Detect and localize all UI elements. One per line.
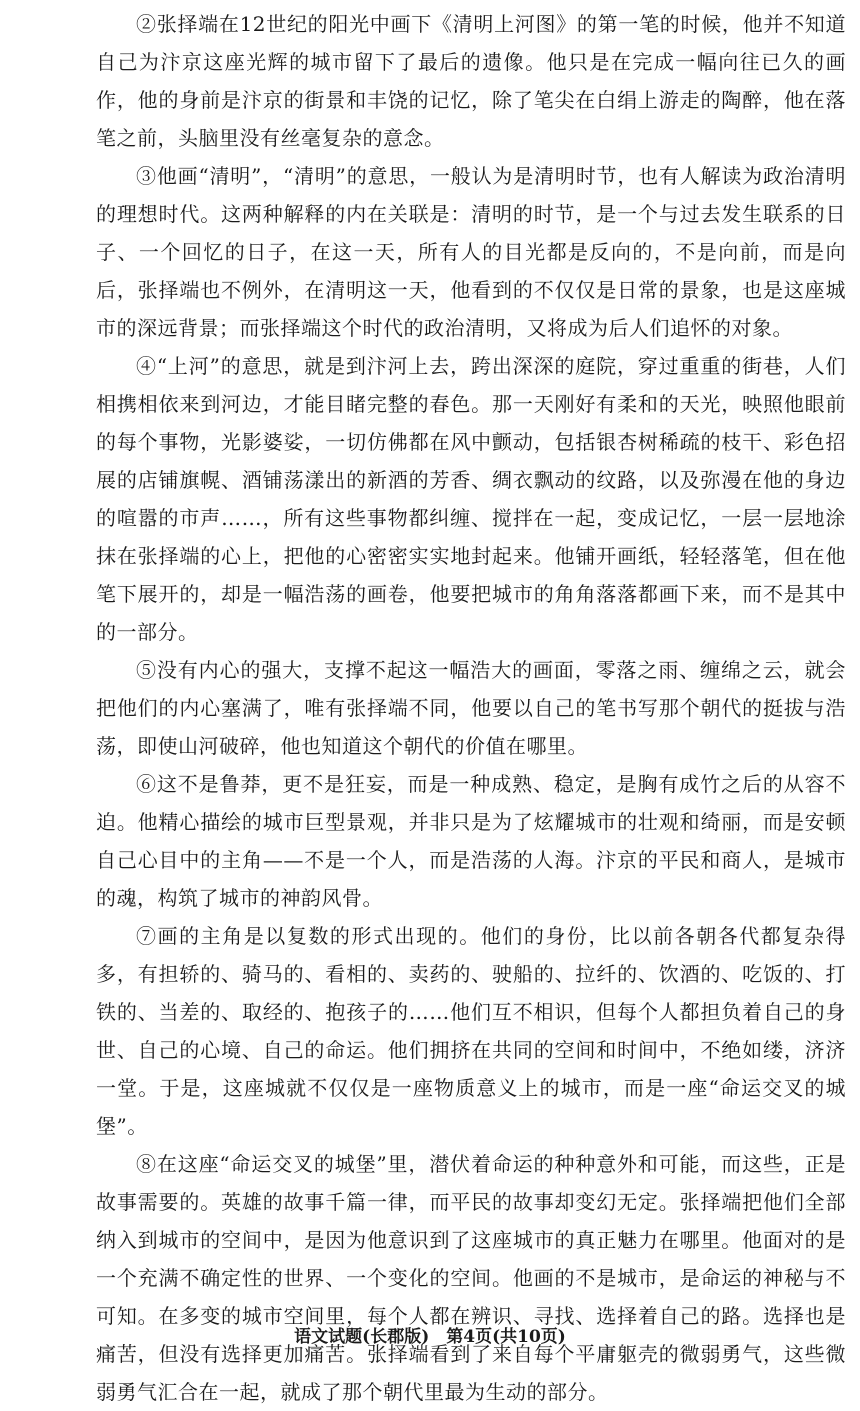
paragraph-2: ②张择端在12世纪的阳光中画下《清明上河图》的第一笔的时候，他并不知道自己为汴京这座光辉的城市留下了最后的遗像。他只是在完成一幅向往已久的画作，他的身前是汴京的街景和丰饶的记忆，除了笔尖在白绢上游走的陶醉，他在落笔之前，头脑里没有丝毫复杂的意念。 <box>96 12 846 150</box>
article-body <box>96 5 846 1411</box>
paragraph-6: ⑥这不是鲁莽，更不是狂妄，而是一种成熟、稳定，是胸有成竹之后的从容不迫。他精心描绘的城市巨型景观，并非只是为了炫耀城市的壮观和绮丽，而是安顿自己心目中的主角——不是一个人，而是浩荡的人海。汴京的平民和商人，是城市的魂，构筑了城市的神韵风骨。 <box>96 772 846 910</box>
paragraph-7: ⑦画的主角是以复数的形式出现的。他们的身份，比以前各朝各代都复杂得多，有担轿的、骑马的、看相的、卖药的、驶船的、拉纤的、饮酒的、吃饭的、打铁的、当差的、取经的、抱孩子的……他们互不相识，但每个人都担负着自己的身世、自己的心境、自己的命运。他们拥挤在共同的空间和时间中，不绝如缕，济济一堂。于是，这座城就不仅仅是一座物质意义上的城市，而是一座“命运交叉的城堡”。 <box>96 924 846 1138</box>
paragraph-5: ⑤没有内心的强大，支撑不起这一幅浩大的画面，零落之雨、缠绵之云，就会把他们的内心塞满了，唯有张择端不同，他要以自己的笔书写那个朝代的挺拔与浩荡，即使山河破碎，他也知道这个朝代的价值在哪里。 <box>96 658 846 758</box>
page-footer: 语文试题(长郡版) 第4页(共10页) <box>294 1327 566 1347</box>
paragraph-4: ④“上河”的意思，就是到汴河上去，跨出深深的庭院，穿过重重的街巷，人们相携相依来到河边，才能目睹完整的春色。那一天刚好有柔和的天光，映照他眼前的每个事物，光影婆娑，一切仿佛都在风中颤动，包括银杏树稀疏的枝干、彩色招展的店铺旗幌、酒铺荡漾出的新酒的芳香、绸衣飘动的纹路，以及弥漫在他的身边的喧嚣的市声……，所有这些事物都纠缠、搅拌在一起，变成记忆，一层一层地涂抹在张择端的心上，把他的心密密实实地封起来。他铺开画纸，轻轻落笔，但在他笔下展开的，却是一幅浩荡的画卷，他要把城市的角角落落都画下来，而不是其中的一部分。 <box>96 354 846 644</box>
paragraph-8: ⑧在这座“命运交叉的城堡”里，潜伏着命运的种种意外和可能，而这些，正是故事需要的。英雄的故事千篇一律，而平民的故事却变幻无定。张择端把他们全部纳入到城市的空间中，是因为他意识到了这座城市的真正魅力在哪里。他面对的是一个充满不确定性的世界、一个变化的空间。他画的不是城市，是命运的神秘与不可知。在多变的城市空间里，每个人都在辨识、寻找、选择着自己的路。选择也是痛苦，但没有选择更加痛苦。张择端看到了来自每个平庸躯壳的微弱勇气，这些微弱勇气汇合在一起，就成了那个朝代里最为生动的部分。 <box>96 1152 846 1404</box>
paragraph-3: ③他画“清明”，“清明”的意思，一般认为是清明时节，也有人解读为政治清明的理想时代。这两种解释的内在关联是：清明的时节，是一个与过去发生联系的日子、一个回忆的日子，在这一天，所有人的目光都是反向的，不是向前，而是向后，张择端也不例外，在清明这一天，他看到的不仅仅是日常的景象，也是这座城市的深远背景；而张择端这个时代的政治清明，又将成为后人们追怀的对象。 <box>96 164 846 340</box>
